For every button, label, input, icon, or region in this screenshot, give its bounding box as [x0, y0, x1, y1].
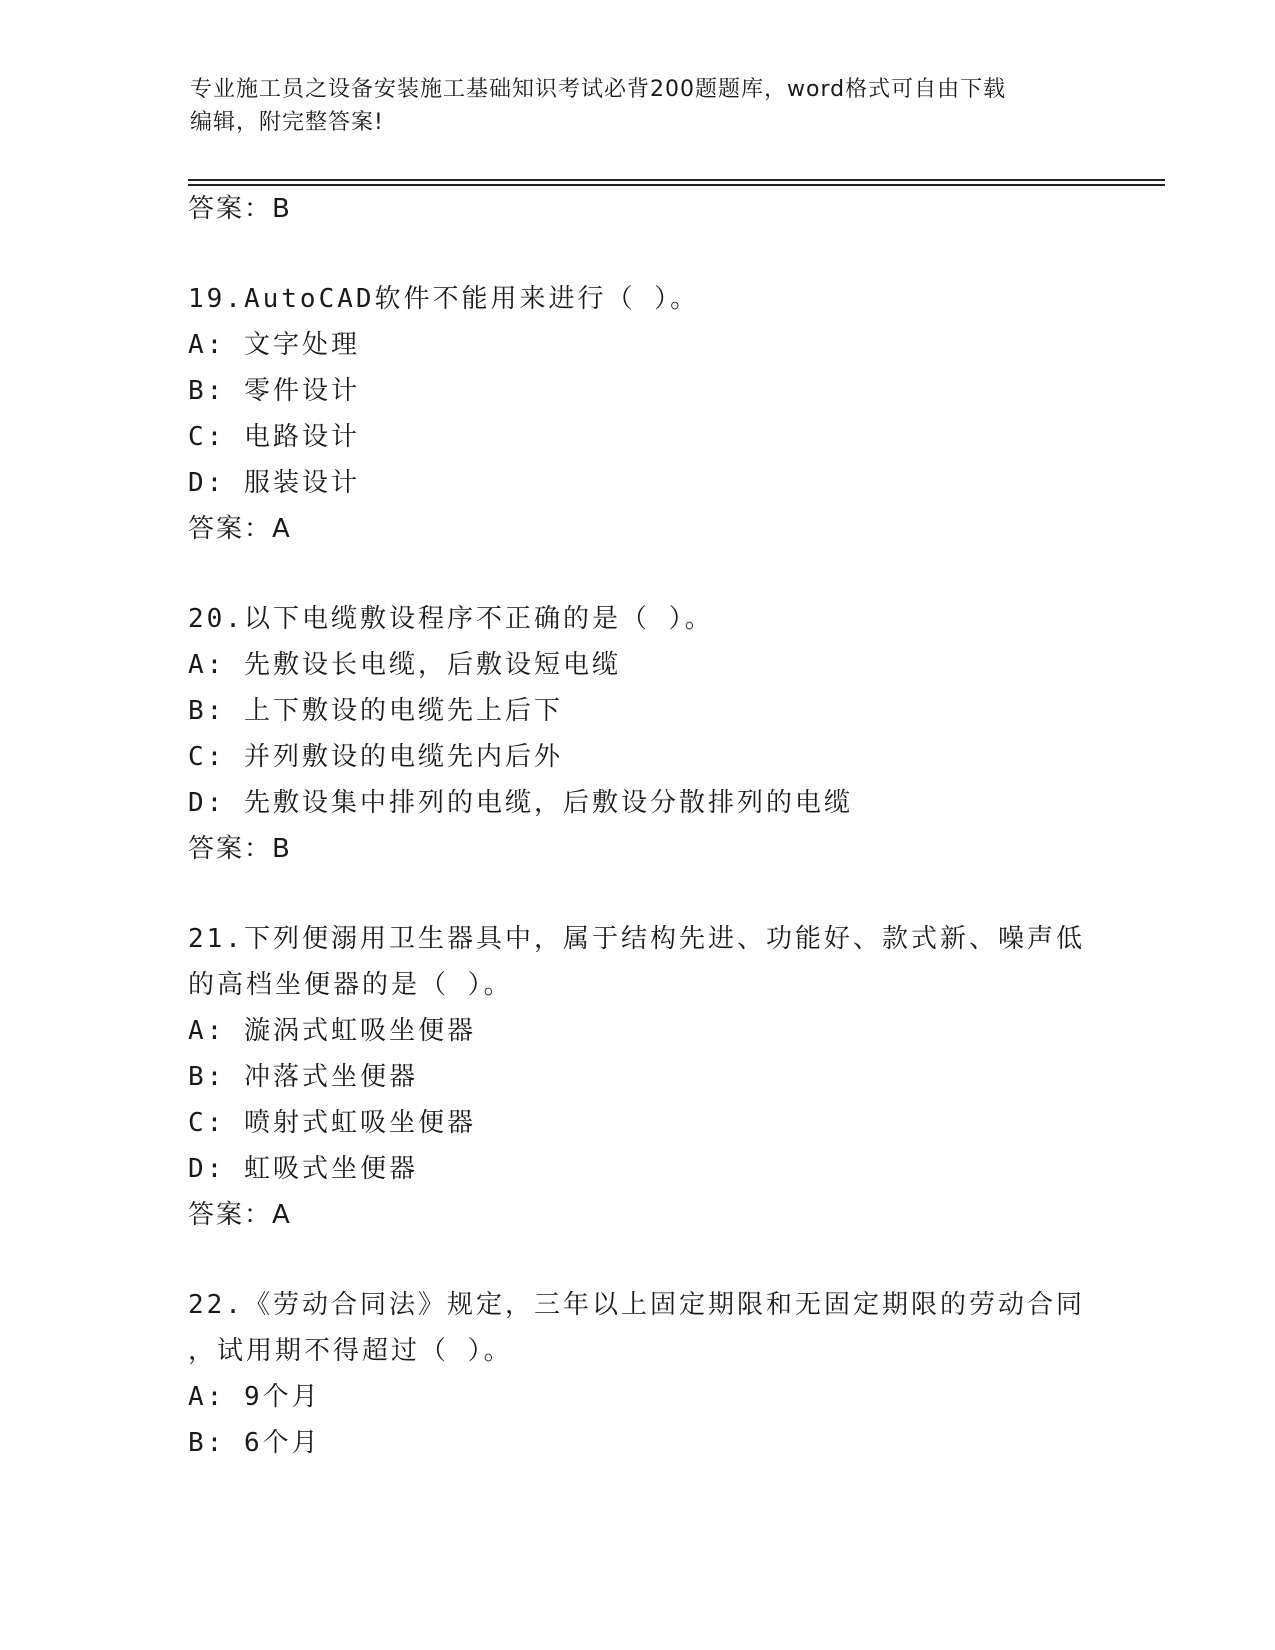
option-b: B: 冲落式坐便器	[188, 1062, 418, 1092]
question-stem-line-1: 22.《劳动合同法》规定，三年以上固定期限和无固定期限的劳动合同	[188, 1290, 1085, 1320]
question-22	[188, 1282, 1088, 1466]
spacer	[188, 232, 1088, 276]
document-header	[190, 73, 1090, 139]
spacer	[188, 872, 1088, 916]
question-stem-line-2: 的高档坐便器的是（ ）。	[188, 970, 513, 1000]
option-c: C: 喷射式虹吸坐便器	[188, 1108, 476, 1138]
answer: 答案：A	[188, 1200, 292, 1230]
question-stem-line-1: 21.下列便溺用卫生器具中，属于结构先进、功能好、款式新、噪声低	[188, 924, 1085, 954]
question-21	[188, 916, 1088, 1238]
option-a: A: 先敷设长电缆，后敷设短电缆	[188, 650, 621, 680]
question-19	[188, 276, 1088, 552]
option-a: A: 漩涡式虹吸坐便器	[188, 1016, 476, 1046]
answer: 答案：B	[188, 834, 292, 864]
header-divider-top	[188, 179, 1165, 181]
header-title-line-2: 编辑，附完整答案!	[190, 110, 384, 135]
option-d: D: 服装设计	[188, 468, 360, 498]
option-a: A: 9个月	[188, 1382, 321, 1412]
question-stem-line-2: ，试用期不得超过（ ）。	[188, 1336, 513, 1366]
option-a: A: 文字处理	[188, 330, 360, 360]
option-b: B: 上下敷设的电缆先上后下	[188, 696, 563, 726]
option-d: D: 虹吸式坐便器	[188, 1154, 418, 1184]
option-b: B: 6个月	[188, 1428, 321, 1458]
option-c: C: 电路设计	[188, 422, 360, 452]
answer: 答案：A	[188, 514, 292, 544]
question-list	[188, 186, 1088, 1466]
previous-answer: 答案：B	[188, 194, 292, 224]
option-d: D: 先敷设集中排列的电缆，后敷设分散排列的电缆	[188, 788, 853, 818]
question-20	[188, 596, 1088, 872]
header-title-line-1: 专业施工员之设备安装施工基础知识考试必背200题题库，word格式可自由下载	[190, 77, 1007, 102]
spacer	[188, 552, 1088, 596]
question-stem: 20.以下电缆敷设程序不正确的是（ ）。	[188, 604, 714, 634]
option-b: B: 零件设计	[188, 376, 360, 406]
option-c: C: 并列敷设的电缆先内后外	[188, 742, 563, 772]
question-stem: 19.AutoCAD软件不能用来进行（ ）。	[188, 284, 700, 314]
spacer	[188, 1238, 1088, 1282]
